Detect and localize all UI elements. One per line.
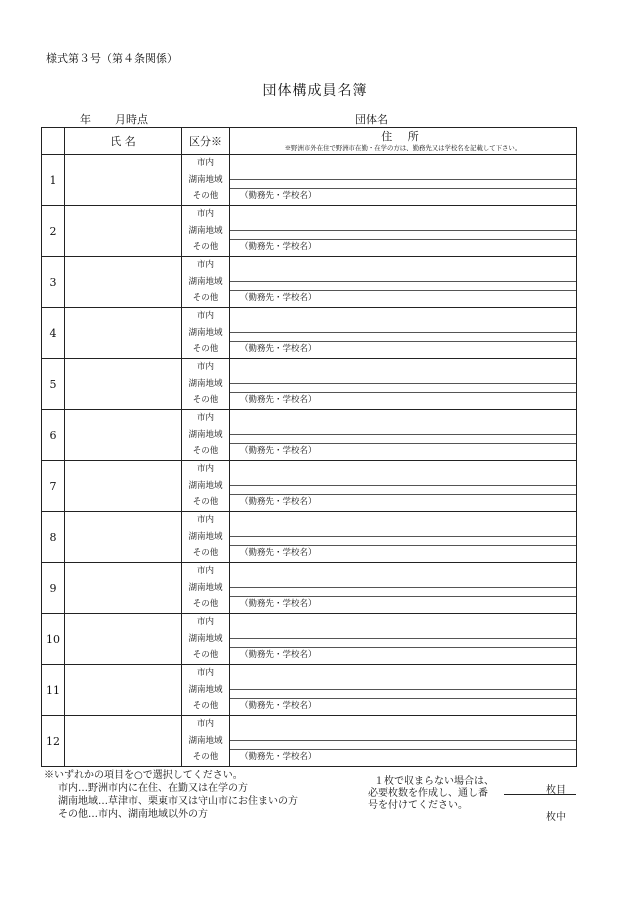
header-address-label: 住 所	[381, 129, 425, 143]
address-divider	[230, 179, 576, 180]
category-option[interactable]: 市内	[196, 566, 214, 577]
address-field[interactable]	[230, 257, 577, 308]
category-option[interactable]: その他	[192, 701, 219, 712]
category-option[interactable]: 湖南地域	[188, 480, 223, 491]
address-field[interactable]	[230, 206, 577, 257]
address-field[interactable]	[230, 665, 577, 716]
row-number: 6	[42, 410, 65, 461]
address-divider	[230, 434, 576, 435]
header-address-note: ※野洲市外在住で野洲市在勤・在学の方は、勤務先又は学校名を記載して下さい。	[284, 143, 522, 152]
row-number: 7	[42, 461, 65, 512]
workplace-school-label: （勤務先・学校名）	[240, 191, 317, 201]
row-number: 11	[42, 665, 65, 716]
footnote-line: 湖南地域…草津市、栗東市又は守山市にお住まいの方	[58, 796, 298, 807]
form-number: 様式第３号（第４条関係）	[46, 52, 178, 65]
workplace-school-label: （勤務先・学校名）	[240, 599, 317, 609]
sheet-note-line: 号を付けてください。	[368, 800, 468, 811]
category-option[interactable]: 湖南地域	[188, 582, 223, 593]
table-row	[42, 410, 577, 461]
address-divider	[230, 332, 576, 333]
category-option[interactable]: 市内	[196, 362, 214, 373]
category-option[interactable]: 湖南地域	[188, 735, 223, 746]
category-cell	[182, 257, 230, 308]
row-number: 4	[42, 308, 65, 359]
row-number: 3	[42, 257, 65, 308]
address-divider	[230, 536, 576, 537]
category-cell	[182, 614, 230, 665]
category-cell	[182, 308, 230, 359]
category-option[interactable]: 市内	[196, 464, 214, 475]
category-option[interactable]: 湖南地域	[188, 174, 223, 185]
category-option[interactable]: その他	[192, 599, 219, 610]
category-option[interactable]: その他	[192, 395, 219, 406]
category-cell	[182, 512, 230, 563]
member-name-field[interactable]	[65, 563, 182, 614]
category-option[interactable]: 市内	[196, 311, 214, 322]
footnote-line: その他…市内、湖南地域以外の方	[58, 809, 208, 820]
address-divider	[230, 383, 576, 384]
category-option[interactable]: その他	[192, 293, 219, 304]
workplace-school-label: （勤務先・学校名）	[240, 497, 317, 507]
category-option[interactable]: 湖南地域	[188, 225, 223, 236]
category-option[interactable]: 湖南地域	[188, 429, 223, 440]
workplace-school-label: （勤務先・学校名）	[240, 344, 317, 354]
category-cell	[182, 155, 230, 206]
organization-name-label: 団体名	[355, 113, 388, 126]
category-cell	[182, 665, 230, 716]
address-field[interactable]	[230, 512, 577, 563]
category-option[interactable]: その他	[192, 191, 219, 202]
category-option[interactable]: 市内	[196, 260, 214, 271]
member-roster-table	[41, 127, 577, 767]
sheet-total-label: 枚中	[546, 812, 566, 823]
table-row	[42, 614, 577, 665]
member-name-field[interactable]	[65, 461, 182, 512]
category-cell	[182, 410, 230, 461]
address-field[interactable]	[230, 410, 577, 461]
member-name-field[interactable]	[65, 665, 182, 716]
category-cell	[182, 716, 230, 767]
address-field[interactable]	[230, 359, 577, 410]
table-row	[42, 461, 577, 512]
workplace-school-label: （勤務先・学校名）	[240, 548, 317, 558]
category-cell	[182, 461, 230, 512]
category-option[interactable]: その他	[192, 752, 219, 763]
sheet-number-label: 枚目	[546, 785, 566, 796]
table-row	[42, 512, 577, 563]
member-name-field[interactable]	[65, 257, 182, 308]
document-title: 団体構成員名簿	[262, 83, 368, 99]
header-address	[230, 128, 577, 155]
table-row	[42, 563, 577, 614]
header-category: 区分※	[182, 128, 230, 155]
row-number: 10	[42, 614, 65, 665]
category-cell	[182, 563, 230, 614]
row-number: 8	[42, 512, 65, 563]
table-row	[42, 155, 577, 206]
address-divider	[230, 281, 576, 282]
category-option[interactable]: その他	[192, 242, 219, 253]
row-number: 1	[42, 155, 65, 206]
address-field[interactable]	[230, 155, 577, 206]
address-field[interactable]	[230, 461, 577, 512]
workplace-school-label: （勤務先・学校名）	[240, 293, 317, 303]
category-option[interactable]: 湖南地域	[188, 633, 223, 644]
table-row	[42, 716, 577, 767]
workplace-school-label: （勤務先・学校名）	[240, 242, 317, 252]
category-option[interactable]: その他	[192, 548, 219, 559]
row-number: 12	[42, 716, 65, 767]
member-name-field[interactable]	[65, 716, 182, 767]
address-field[interactable]	[230, 614, 577, 665]
category-option[interactable]: 市内	[196, 719, 214, 730]
address-divider	[230, 485, 576, 486]
address-divider	[230, 740, 576, 741]
category-option[interactable]: 湖南地域	[188, 378, 223, 389]
address-field[interactable]	[230, 716, 577, 767]
workplace-school-label: （勤務先・学校名）	[240, 395, 317, 405]
as-of-year-label: 年	[80, 113, 91, 126]
category-option[interactable]: 市内	[196, 668, 214, 679]
member-name-field[interactable]	[65, 359, 182, 410]
category-option[interactable]: 湖南地域	[188, 276, 223, 287]
table-row	[42, 359, 577, 410]
footnote-heading: ※いずれかの項目を○で選択してください。	[44, 770, 243, 781]
member-name-field[interactable]	[65, 512, 182, 563]
member-name-field[interactable]	[65, 308, 182, 359]
category-option[interactable]: 湖南地域	[188, 684, 223, 695]
footnote-line: 市内…野洲市内に在住、在勤又は在学の方	[58, 783, 248, 794]
header-number-cell	[42, 128, 65, 155]
table-row	[42, 257, 577, 308]
category-option[interactable]: 湖南地域	[188, 531, 223, 542]
workplace-school-label: （勤務先・学校名）	[240, 650, 317, 660]
table-row	[42, 308, 577, 359]
as-of-month-label: 月時点	[115, 113, 148, 126]
category-option[interactable]: 市内	[196, 617, 214, 628]
table-body	[42, 155, 577, 767]
sheet-number-line[interactable]	[504, 794, 576, 795]
category-option[interactable]: 市内	[196, 413, 214, 424]
table-row	[42, 206, 577, 257]
workplace-school-label: （勤務先・学校名）	[240, 752, 317, 762]
member-name-field[interactable]	[65, 614, 182, 665]
address-field[interactable]	[230, 563, 577, 614]
address-divider	[230, 230, 576, 231]
category-option[interactable]: その他	[192, 344, 219, 355]
category-option[interactable]: その他	[192, 497, 219, 508]
sheet-note-line: １枚で収まらない場合は、	[374, 776, 494, 787]
category-option[interactable]: 市内	[196, 158, 214, 169]
header-name: 氏 名	[65, 128, 182, 155]
category-cell	[182, 206, 230, 257]
category-option[interactable]: 市内	[196, 209, 214, 220]
sheet-count-note	[368, 776, 494, 812]
category-option[interactable]: その他	[192, 650, 219, 661]
category-option[interactable]: その他	[192, 446, 219, 457]
category-option[interactable]: 市内	[196, 515, 214, 526]
workplace-school-label: （勤務先・学校名）	[240, 446, 317, 456]
workplace-school-label: （勤務先・学校名）	[240, 701, 317, 711]
category-option[interactable]: 湖南地域	[188, 327, 223, 338]
member-name-field[interactable]	[65, 410, 182, 461]
address-field[interactable]	[230, 308, 577, 359]
category-cell	[182, 359, 230, 410]
row-number: 9	[42, 563, 65, 614]
table-header-row	[42, 128, 577, 155]
sheet-note-line: 必要枚数を作成し、通し番	[368, 788, 488, 799]
member-name-field[interactable]	[65, 206, 182, 257]
address-divider	[230, 587, 576, 588]
member-name-field[interactable]	[65, 155, 182, 206]
address-divider	[230, 689, 576, 690]
row-number: 2	[42, 206, 65, 257]
category-footnote	[44, 769, 298, 821]
table-row	[42, 665, 577, 716]
row-number: 5	[42, 359, 65, 410]
address-divider	[230, 638, 576, 639]
